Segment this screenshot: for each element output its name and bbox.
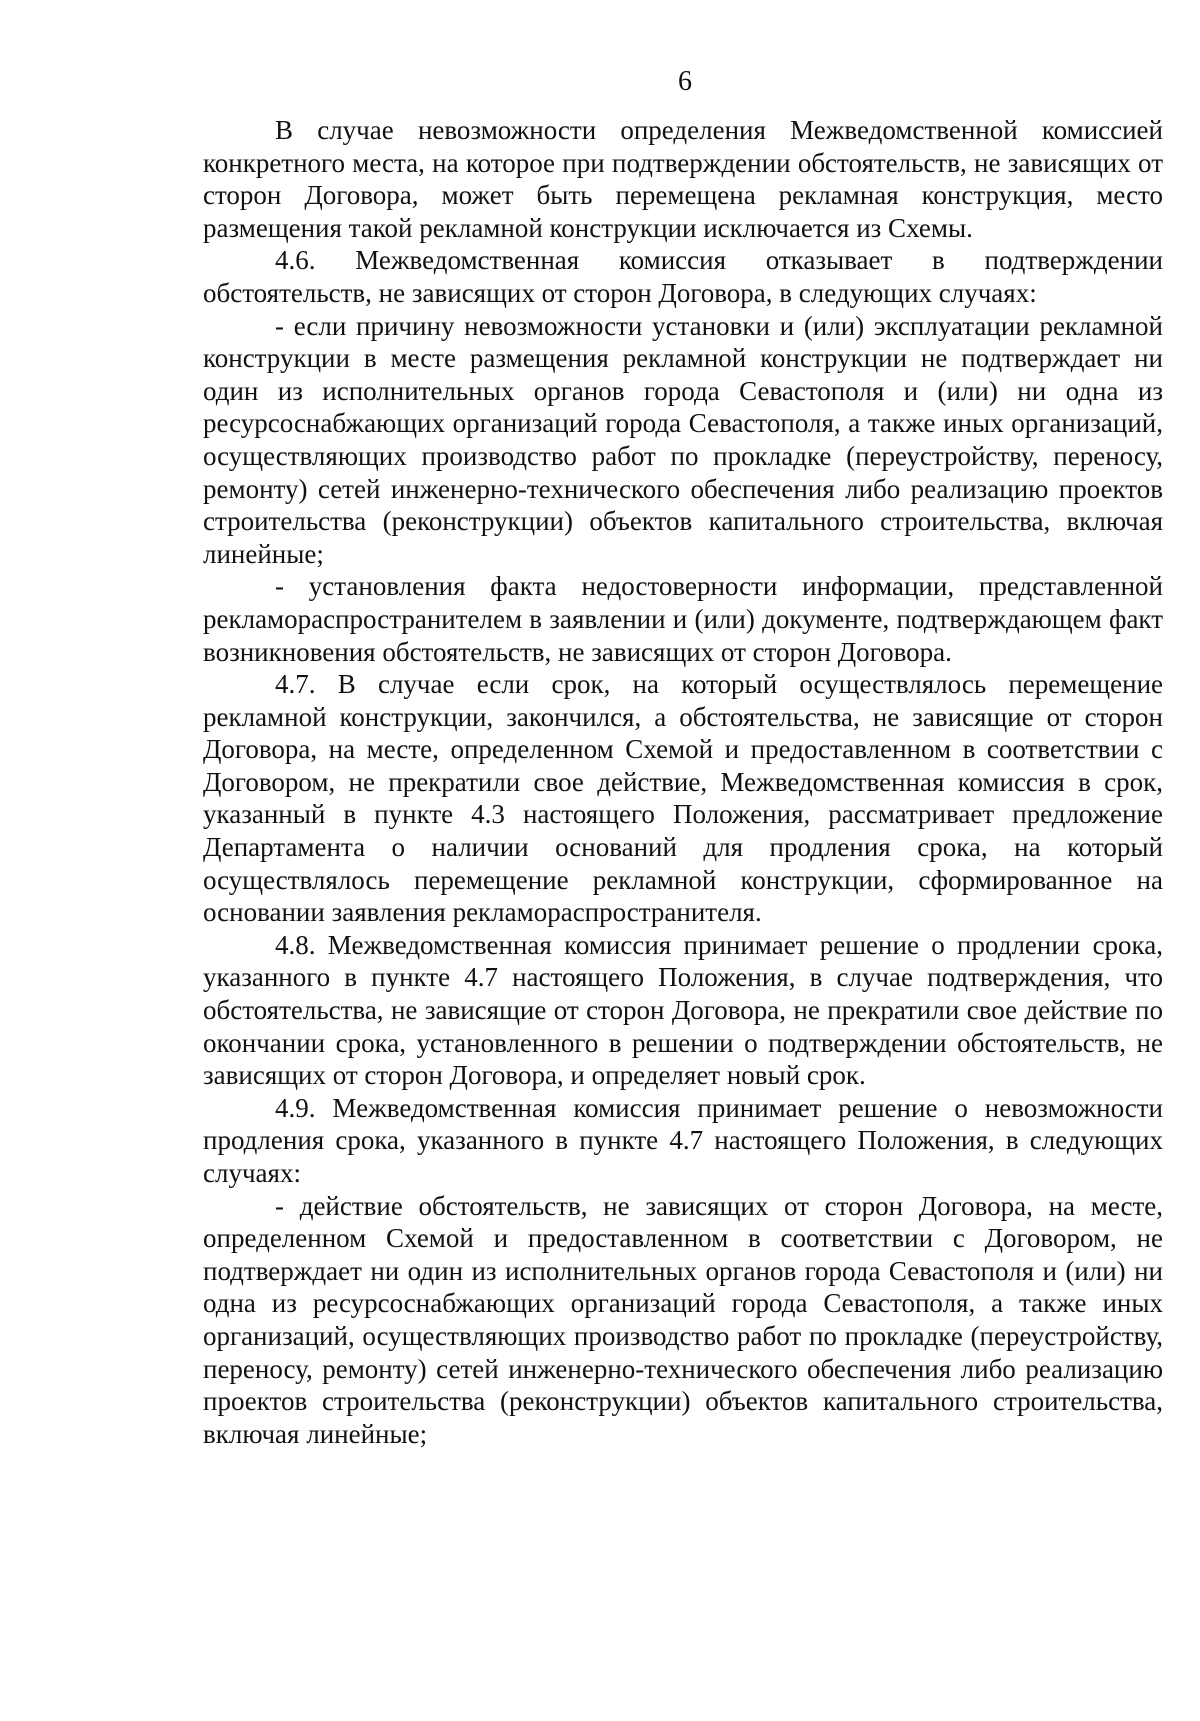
paragraph-4-6: 4.6. Межведомственная комиссия отказывает в подтверждении обстоятельств, не зависящих от сторон Договора, в следующих случаях: [203, 245, 1163, 308]
page-number: 6 [678, 66, 692, 97]
paragraph-4-7: 4.7. В случае если срок, на который осуществлялось перемещение рекламной конструкции, закончился, а обстоятельства, не зависящие от сторон Договора, на месте, определенном Схемой и предоставленном в соответствии с Договором, не прекратили свое действие, Межведомственная комиссия в срок, указанный в пункте 4.3 настоящего Положения, рассматривает предложение Департамента о наличии оснований для продления срока, на который осуществлялось перемещение рекламной конструкции, сформированное на основании заявления рекламораспространителя. [203, 669, 1163, 928]
list-item-circumstances-not-confirmed: - действие обстоятельств, не зависящих от сторон Договора, на месте, определенном Схемой и предоставленном в соответствии с Договором, не подтверждает ни один из исполнительных органов города Севастополя и (или) ни одна из ресурсоснабжающих организаций города Севастополя, а также иных организаций, осуществляющих производство работ по прокладке (переустройству, переносу, ремонту) сетей инженерно-технического обеспечения либо реализацию проектов строительства (реконструкции) объектов капитального строительства, включая линейные; [203, 1190, 1163, 1449]
list-item-unreliable-information: - установления факта недостоверности информации, представленной рекламораспространителем в заявлении и (или) документе, подтверждающем факт возникновения обстоятельств, не зависящих от сторон Договора. [203, 571, 1163, 667]
list-item-no-confirmation: - если причину невозможности установки и (или) эксплуатации рекламной конструкции в месте размещения рекламной конструкции не подтверждает ни один из исполнительных органов города Севастополя и (или) ни одна из ресурсоснабжающих организаций города Севастополя, а также иных организаций, осуществляющих производство работ по прокладке (переустройству, переносу, ремонту) сетей инженерно-технического обеспечения либо реализацию проектов строительства (реконструкции) объектов капитального строительства, включая линейные; [203, 310, 1163, 569]
document-body [203, 114, 1163, 1450]
paragraph-exclusion-from-scheme: В случае невозможности определения Межведомственной комиссией конкретного места, на которое при подтверждении обстоятельств, не зависящих от сторон Договора, может быть перемещена рекламная конструкция, место размещения такой рекламной конструкции исключается из Схемы. [203, 115, 1163, 243]
paragraph-4-9: 4.9. Межведомственная комиссия принимает решение о невозможности продления срока, указанного в пункте 4.7 настоящего Положения, в следующих случаях: [203, 1092, 1163, 1188]
paragraph-4-8: 4.8. Межведомственная комиссия принимает решение о продлении срока, указанного в пункте 4.7 настоящего Положения, в случае подтверждения, что обстоятельства, не зависящие от сторон Договора, не прекратили свое действие по окончании срока, установленного в решении о подтверждении обстоятельств, не зависящих от сторон Договора, и определяет новый срок. [203, 929, 1163, 1091]
